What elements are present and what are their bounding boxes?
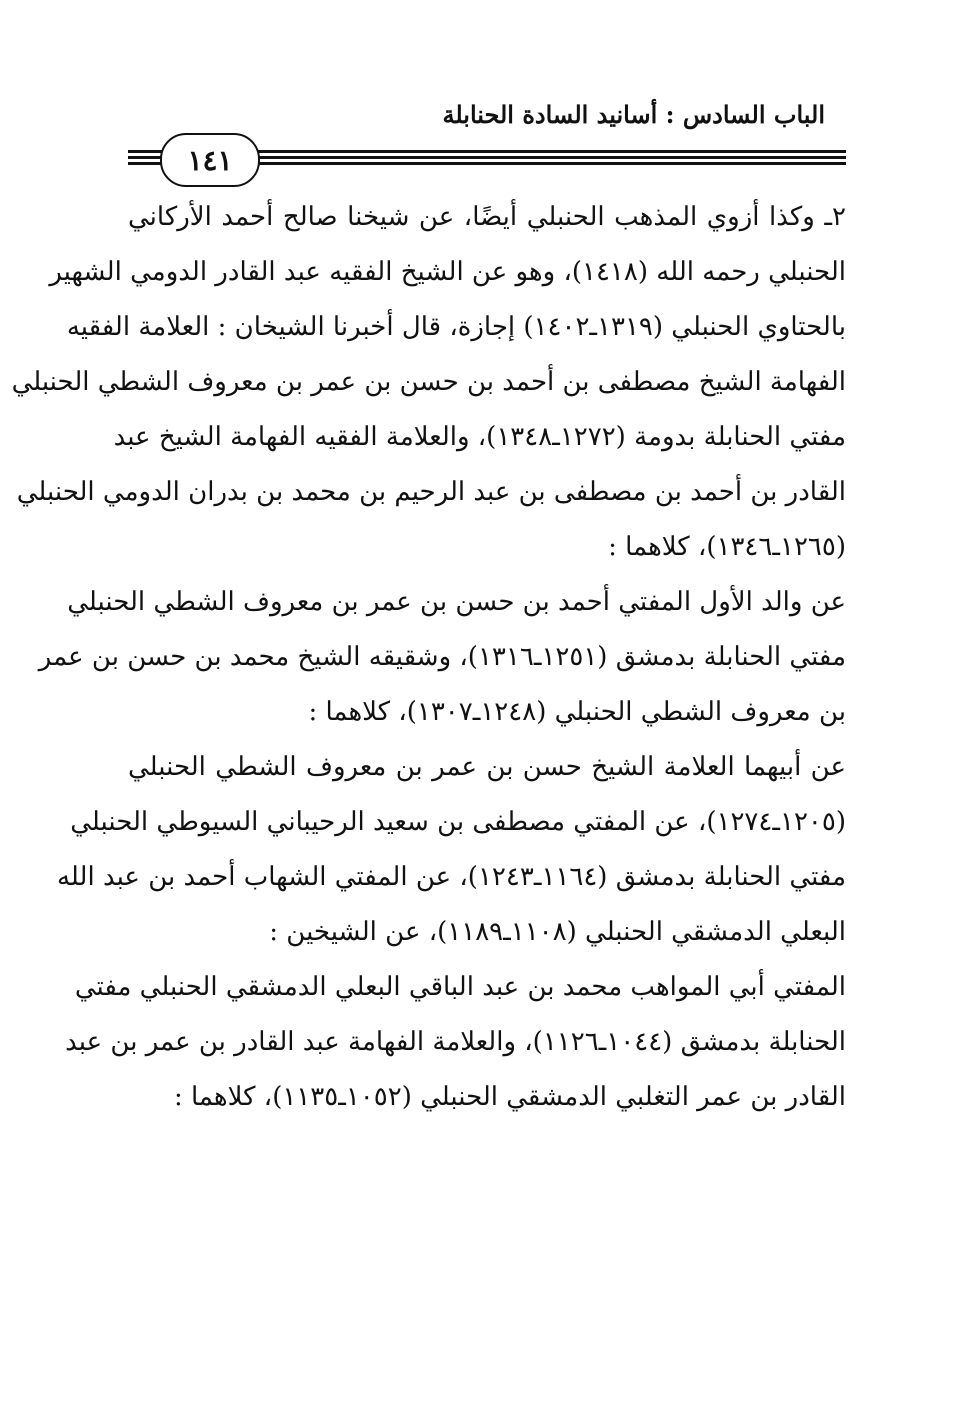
text-line: البعلي الدمشقي الحنبلي (١١٠٨ـ١١٨٩)، عن الشيخين : xyxy=(269,917,846,947)
text-line: مفتي الحنابلة بدمشق (١١٦٤ـ١٢٤٣)، عن المفتي الشهاب أحمد بن عبد الله xyxy=(56,862,846,892)
text-line: بن معروف الشطي الحنبلي (١٢٤٨ـ١٣٠٧)، كلاهما : xyxy=(308,697,846,727)
text-line: ٢ـ وكذا أزوي المذهب الحنبلي أيضًا، عن شيخنا صالح أحمد الأركاني xyxy=(128,202,846,232)
text-line: (١٢٦٥ـ١٣٤٦)، كلاهما : xyxy=(608,532,846,562)
text-line: القادر بن أحمد بن مصطفى بن عبد الرحيم بن محمد بن بدران الدومي الحنبلي xyxy=(16,477,846,507)
text-line: (١٢٠٥ـ١٢٧٤)، عن المفتي مصطفى بن سعيد الرحيباني السيوطي الحنبلي xyxy=(70,807,846,837)
text-line: مفتي الحنابلة بدومة (١٢٧٢ـ١٣٤٨)، والعلامة الفقيه الفهامة الشيخ عبد xyxy=(113,422,846,452)
chapter-header: الباب السادس : أسانيد السادة الحنابلة xyxy=(442,100,825,129)
text-line: عن أبيهما العلامة الشيخ حسن بن عمر بن معروف الشطي الحنبلي xyxy=(128,752,846,782)
text-line: مفتي الحنابلة بدمشق (١٢٥١ـ١٣١٦)، وشقيقه الشيخ محمد بن حسن بن عمر xyxy=(38,642,846,672)
text-line: عن والد الأول المفتي أحمد بن حسن بن عمر بن معروف الشطي الحنبلي xyxy=(67,587,846,617)
page-number-badge xyxy=(160,133,260,187)
text-line: بالحتاوي الحنبلي (١٣١٩ـ١٤٠٢) إجازة، قال أخبرنا الشيخان : العلامة الفقيه xyxy=(66,312,846,342)
page-number: ١٤١ xyxy=(187,143,233,177)
text-line: الحنبلي رحمه الله (١٤١٨)، وهو عن الشيخ الفقيه عبد القادر الدومي الشهير xyxy=(49,257,846,287)
text-line: المفتي أبي المواهب محمد بن عبد الباقي البعلي الدمشقي الحنبلي مفتي xyxy=(74,972,846,1002)
body-text xyxy=(11,190,846,1125)
text-line: القادر بن عمر التغلبي الدمشقي الحنبلي (١٠٥٢ـ١١٣٥)، كلاهما : xyxy=(173,1082,846,1112)
text-line: الفهامة الشيخ مصطفى بن أحمد بن حسن بن عمر بن معروف الشطي الحنبلي xyxy=(11,367,846,397)
text-line: الحنابلة بدمشق (١٠٤٤ـ١١٢٦)، والعلامة الفهامة عبد القادر بن عمر بن عبد xyxy=(65,1027,846,1057)
